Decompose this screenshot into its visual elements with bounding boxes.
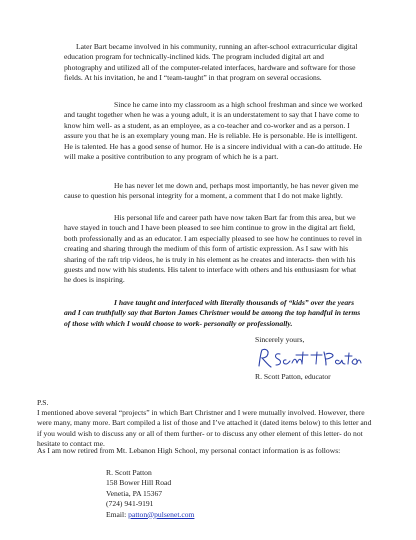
contact-city: Venetia, PA 15367 bbox=[106, 488, 163, 498]
contact-address bbox=[106, 468, 194, 520]
ps-text: I mentioned above several “projects” in which Bart Christner and I were mutually involved. However, there were many, many more. Bart compiled a list of those and I’ve attached it (dated items below) to this letter and if you would wish to discuss any or all of them further- or to discuss any other element of this letter- do not hesitate to contact me. bbox=[37, 408, 372, 449]
closing: Sincerely yours, bbox=[255, 335, 305, 344]
paragraph-integrity: He has never let me down and, perhaps most importantly, he has never given me cause to question his personal integrity for a moment, a comment that I do not make lightly. bbox=[64, 181, 359, 201]
ps-label: P.S. bbox=[37, 398, 49, 407]
contact-street: 158 Bower Hill Road bbox=[106, 478, 172, 488]
signature-name: R. Scott Patton, educator bbox=[255, 372, 331, 381]
paragraph-career-path: His personal life and career path have now taken Bart far from this area, but we have stayed in touch and I have been pleased to see him continue to grow in the digital art field, both professionally and as an educator. I am especially pleased to see how he continues to revel in creating and sharing through the medium of this form of artistic expression. As I saw with his sharing of the raft trip videos, he is truly in his element as he creates and interacts- then with his guests and now with his students. His talent to interface with others and his enthusiasm for what he does is inspiring. bbox=[64, 213, 362, 285]
contact-phone: (724) 941-9191 bbox=[106, 499, 154, 509]
contact-email-row bbox=[106, 510, 194, 520]
contact-name: R. Scott Patton bbox=[106, 468, 152, 477]
email-label: Email: bbox=[106, 509, 127, 519]
paragraph-character: Since he came into my classroom as a high school freshman and since we worked and taught together when he was a young adult, it is an understatement to say that I have come to know him well- as a student, as an employee, as a co-teacher and co-worker and as a person. I assure you that he is an exemplary young man. He is reliable. He is personable. He is intelligent. He is talented. He has a good sense of humor. He is a sincere individual with a can-do attitude. He will make a positive contribution to any program of which he is a part. bbox=[64, 100, 363, 162]
paragraph-recommendation: I have taught and interfaced with literally thousands of “kids” over the years and I can truthfully say that Barton James Christner would be among the top handful in terms of those with which I would choose to work- personally or professionally. bbox=[64, 298, 361, 328]
handwritten-signature bbox=[256, 346, 364, 372]
email-link[interactable]: patton@pulsenet.com bbox=[128, 509, 195, 519]
retirement-note: As I am now retired from Mt. Lebanon High School, my personal contact information is as follows: bbox=[37, 446, 341, 455]
paragraph-community-program: Later Bart became involved in his community, running an after-school extracurricular digital education program for technically-inclined kids. The program included digital art and photography and utilized all of the computer-related interfaces, hardware and software for those fields. At his invitation, he and I “team-taught” in that program on several occasions. bbox=[64, 42, 358, 83]
